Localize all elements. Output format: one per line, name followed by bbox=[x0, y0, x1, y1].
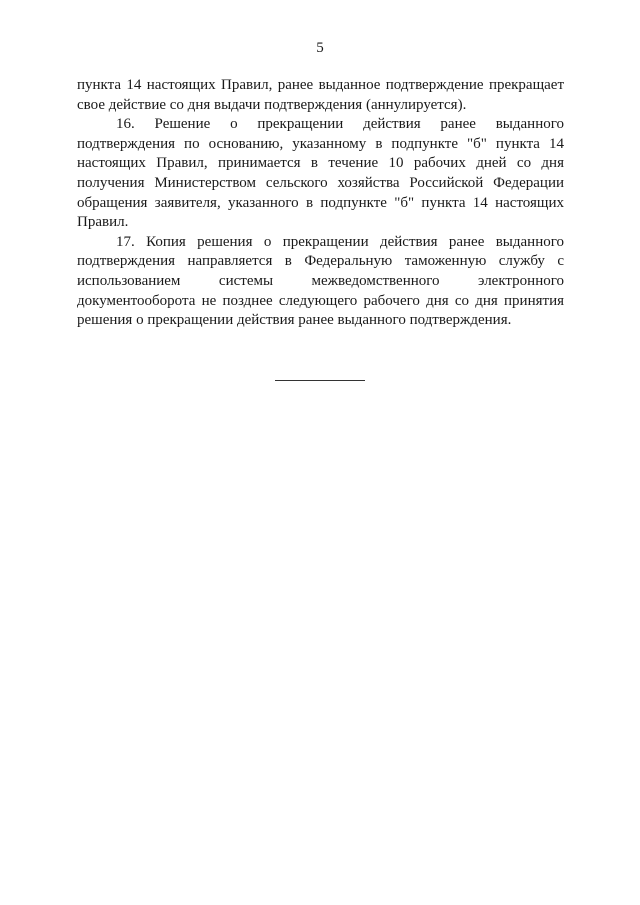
paragraph-17: 17. Копия решения о прекращении действия ранее выданного подтверждения направляется в Федеральную таможенную службу с использованием системы межведомственного электронного документооборота не позднее следующего рабочего дня со дня принятия решения о прекращении действия ранее выданного подтверждения. bbox=[77, 233, 564, 329]
paragraph-16: 16. Решение о прекращении действия ранее выданного подтверждения по основанию, указанному в подпункте "б" пункта 14 настоящих Правил, принимается в течение 10 рабочих дней со дня получения Министерством сельского хозяйства Российской Федерации обращения заявителя, указанного в подпункте "б" пункта 14 настоящих Правил. bbox=[77, 116, 564, 231]
document-body bbox=[77, 76, 564, 331]
end-of-text-divider bbox=[275, 380, 365, 381]
paragraph-continuation: пункта 14 настоящих Правил, ранее выданное подтверждение прекращает свое действие со дня выдачи подтверждения (аннулируется). bbox=[77, 77, 564, 113]
page-number: 5 bbox=[316, 40, 324, 56]
